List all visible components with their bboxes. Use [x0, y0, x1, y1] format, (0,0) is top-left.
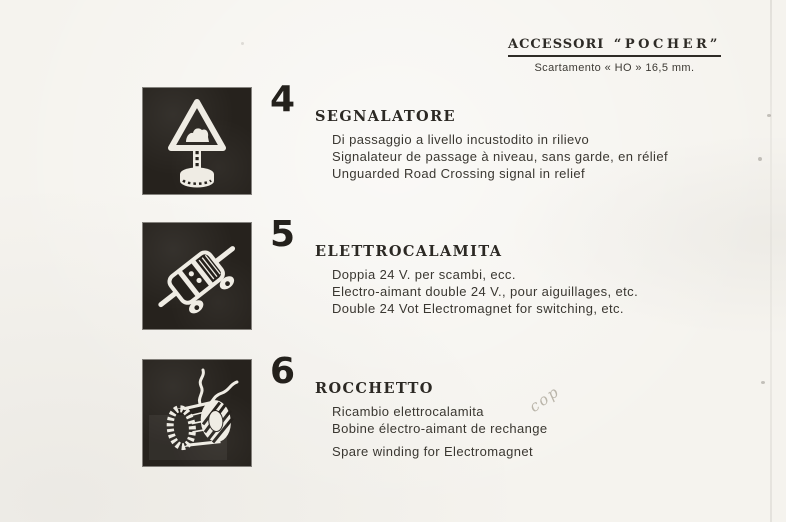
item-6-title: ROCCHETTO [315, 380, 434, 397]
handwritten-mark: cop [525, 382, 564, 416]
item-4-number: 4 [270, 79, 297, 120]
item-5-text [315, 243, 683, 317]
catalog-title-brand: “POCHER” [613, 37, 721, 52]
gauge-subtitle: Scartamento « HO » 16,5 mm. [534, 62, 695, 74]
item-4-line-en: Unguarded Road Crossing signal in relief [332, 166, 586, 181]
item-5-number: 5 [270, 214, 297, 255]
item-6-number: 6 [270, 351, 297, 392]
item-6-line-en: Spare winding for Electromagnet [332, 444, 534, 459]
item-4-line-it: Di passaggio a livello incustodito in rilievo [332, 132, 590, 147]
item-5-title: ELETTROCALAMITA [315, 243, 503, 260]
catalog-title [508, 37, 721, 57]
item-6-descriptions [332, 403, 683, 460]
item-5-line-en: Double 24 Vot Electromagnet for switching, etc. [332, 301, 624, 316]
item-5-photo [143, 223, 251, 329]
catalog-item-5 [0, 214, 786, 365]
catalog-title-accessori: ACCESSORI [508, 37, 605, 52]
item-5-line-it: Doppia 24 V. per scambi, ecc. [332, 267, 516, 282]
item-4-text [315, 108, 683, 182]
item-4-title: SEGNALATORE [315, 108, 456, 125]
item-5-descriptions [332, 266, 683, 317]
crossing-sign-image [143, 88, 251, 194]
catalog-item-4 [0, 79, 786, 230]
item-6-line-it: Ricambio elettrocalamita [332, 404, 484, 419]
item-6-text [315, 380, 683, 460]
coil-spool-image [143, 360, 251, 466]
item-5-line-fr: Electro-aimant double 24 V., pour aiguillages, etc. [332, 284, 639, 299]
item-6-photo [143, 360, 251, 466]
item-4-line-fr: Signalateur de passage à niveau, sans garde, en rélief [332, 149, 668, 164]
item-4-photo [143, 88, 251, 194]
electromagnet-image [143, 223, 251, 329]
page-header [508, 35, 721, 74]
scan-speck [241, 42, 244, 45]
item-4-descriptions [332, 131, 683, 182]
item-6-line-fr: Bobine électro-aimant de rechange [332, 421, 548, 436]
catalog-item-6 [0, 351, 786, 502]
